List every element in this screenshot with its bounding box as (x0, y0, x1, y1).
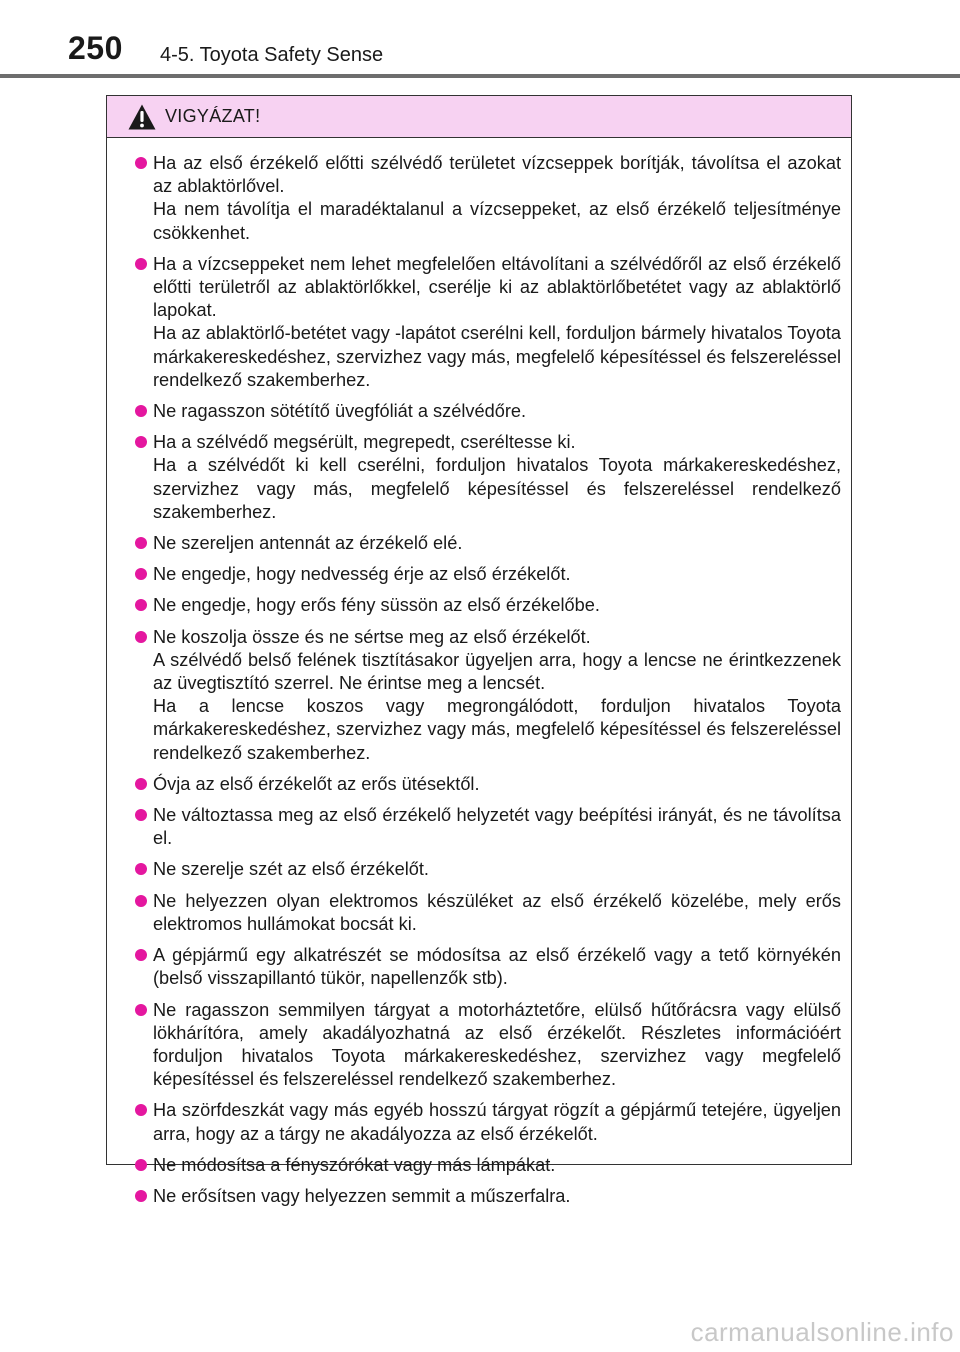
bullet-icon (135, 1159, 147, 1171)
caution-item (135, 1185, 841, 1208)
caution-item (135, 944, 841, 990)
caution-item-text: Ne engedje, hogy erős fény süssön az első érzékelőbe. (153, 595, 600, 616)
bullet-icon (135, 631, 147, 643)
caution-item (135, 152, 841, 245)
watermark: carmanualsonline.info (690, 1317, 954, 1347)
bullet-icon (135, 1104, 147, 1116)
caution-header (107, 96, 851, 138)
warning-triangle-icon (127, 103, 157, 131)
caution-item-text: Ne szereljen antennát az érzékelő elé. (153, 533, 463, 554)
caution-item-text: Ne változtassa meg az első érzékelő helyzetét vagy beépítési irányát, és ne távolítsa el. (153, 805, 841, 849)
bullet-icon (135, 599, 147, 611)
caution-item-text: Ne koszolja össze és ne sértse meg az első érzékelőt. (153, 626, 591, 647)
caution-item-text: A szélvédő belső felének tisztításakor ügyeljen arra, hogy a lencse ne érintkezzenek az üvegtisztító szerrel. Ne érintse meg a lencsét. (153, 649, 841, 694)
bullet-icon (135, 809, 147, 821)
bullet-icon (135, 405, 147, 417)
caution-item (135, 532, 841, 555)
caution-item-text: Ne módosítsa a fényszórókat vagy más lámpákat. (153, 1154, 556, 1175)
caution-item (135, 1099, 841, 1145)
page-header (0, 0, 960, 80)
bullet-icon (135, 778, 147, 790)
caution-item-text: Ha szörfdeszkát vagy más egyéb hosszú tárgyat rögzít a gépjármű tetejére, ügyeljen arra, hogy az a tárgy ne akadályozza az első érzékelőt. (153, 1100, 841, 1144)
caution-item-text: Ne engedje, hogy nedvesség érje az első érzékelőt. (153, 564, 571, 585)
page-number: 250 (68, 30, 123, 66)
caution-item-text: Ha nem távolítja el maradéktalanul a vízcseppeket, az első érzékelő teljesítménye csökkenhet. (153, 199, 841, 243)
caution-list (107, 138, 851, 1208)
caution-item (135, 858, 841, 881)
bullet-icon (135, 863, 147, 875)
caution-title: VIGYÁZAT! (165, 106, 261, 126)
header-divider (0, 74, 960, 78)
caution-item-text: Óvja az első érzékelőt az erős ütésektől. (153, 773, 480, 794)
caution-box (106, 95, 852, 1206)
caution-item (135, 594, 841, 617)
caution-item (135, 1154, 841, 1177)
caution-item-text: Ha a szélvédőt ki kell cserélni, forduljon hivatalos Toyota márkakereskedéshez, szervizhez vagy más, megfelelő képesítéssel és felszereléssel rendelkező szakemberhez. (153, 455, 841, 522)
bullet-icon (135, 949, 147, 961)
caution-item-text: Ne ragasszon semmilyen tárgyat a motorháztetőre, elülső hűtőrácsra vagy elülső lökhárítóra, amely akadályozhatná az első érzékelőt. Részletes információért forduljon hivatalos Toyota márkakereskedéshez, szervizhez vagy megfelelő képesítéssel és felszereléssel rendelkező szakemberhez. (153, 999, 841, 1090)
bullet-icon (135, 568, 147, 580)
bullet-icon (135, 537, 147, 549)
bullet-icon (135, 436, 147, 448)
caution-item (135, 804, 841, 850)
bullet-icon (135, 895, 147, 907)
section-title: 4-5. Toyota Safety Sense (160, 44, 384, 66)
caution-item-text: Ha az ablaktörlő-betétet vagy -lapátot cserélni kell, forduljon bármely hivatalos Toyota márkakereskedéshez, szervizhez vagy más, megfelelő képesítéssel és felszereléssel rendelkező szakemberhez. (153, 323, 841, 390)
caution-item (135, 626, 841, 765)
caution-item-text: Ha a lencse koszos vagy megrongálódott, forduljon hivatalos Toyota márkakereskedéshez, szervizhez vagy más, megfelelő képesítéssel és felszereléssel rendelkező szakemberhez. (153, 696, 841, 763)
caution-item (135, 253, 841, 392)
caution-item-text: Ne szerelje szét az első érzékelőt. (153, 859, 429, 880)
caution-item (135, 431, 841, 524)
caution-item (135, 400, 841, 423)
caution-item-text: Ne helyezzen olyan elektromos készüléket az első érzékelő közelébe, mely erős elektromos hullámokat bocsát ki. (153, 890, 841, 934)
bullet-icon (135, 258, 147, 270)
bullet-icon (135, 1190, 147, 1202)
bullet-icon (135, 157, 147, 169)
caution-item (135, 563, 841, 586)
caution-item (135, 999, 841, 1092)
caution-item (135, 773, 841, 796)
caution-item-text: Ne ragasszon sötétítő üvegfóliát a szélvédőre. (153, 401, 527, 422)
caution-item-text: A gépjármű egy alkatrészét se módosítsa az első érzékelő vagy a tető környékén (belső visszapillantó tükör, napellenzők stb). (153, 945, 841, 989)
caution-item-text: Ha a szélvédő megsérült, megrepedt, cseréltesse ki. (153, 432, 576, 453)
caution-item-text: Ne erősítsen vagy helyezzen semmit a műszerfalra. (153, 1185, 571, 1206)
caution-item-text: Ha a vízcseppeket nem lehet megfelelően eltávolítani a szélvédőről az első érzékelő előtti területről az ablaktörlőkkel, cserélje ki az ablaktörlőbetétet vagy az ablaktörlő lapokat. (153, 253, 841, 321)
bullet-icon (135, 1004, 147, 1016)
caution-item-text: Ha az első érzékelő előtti szélvédő területet vízcseppek borítják, távolítsa el azokat az ablaktörlővel. (153, 153, 841, 197)
caution-item (135, 890, 841, 936)
